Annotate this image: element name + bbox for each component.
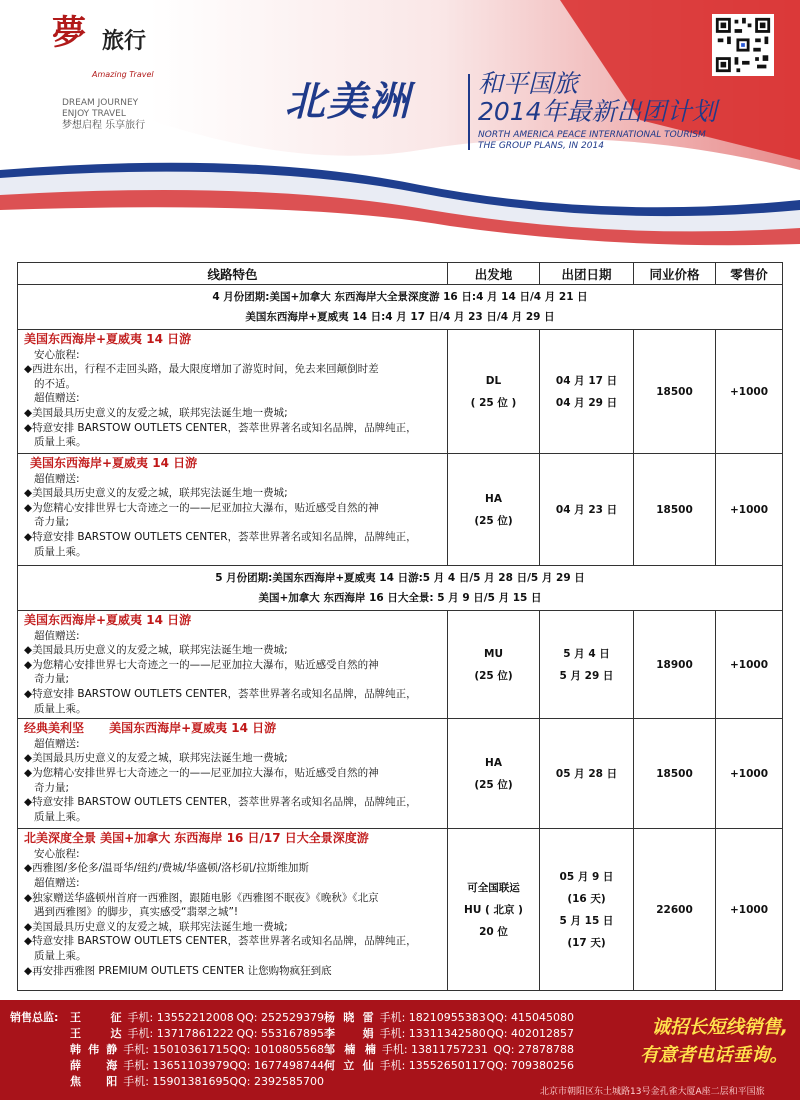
trade-price: 22600 bbox=[634, 829, 716, 991]
contact-phone: 手机: 13552212008 bbox=[127, 1011, 234, 1024]
table-row bbox=[18, 454, 783, 566]
table-row bbox=[18, 611, 783, 719]
address: 北京市朝阳区东土城路13号金孔雀大厦A座二层和平国旅 bbox=[540, 1087, 765, 1097]
departure-cell bbox=[448, 829, 540, 991]
contact-name: 王 达 bbox=[70, 1027, 122, 1040]
duration: (17 天) bbox=[567, 936, 606, 949]
contact-name: 杨晓雷 bbox=[324, 1011, 374, 1024]
departure-date: 04 月 23 日 bbox=[555, 503, 618, 516]
departure-cell bbox=[448, 611, 540, 719]
route-line: ◆特意安排 BARSTOW OUTLETS CENTER，荟萃世界著名或知名品牌，品牌纯正， bbox=[24, 687, 417, 700]
route-line: ◆西雅图/多伦多/温哥华/纽约/费城/华盛顿/洛杉矶/拉斯维加斯 bbox=[24, 862, 309, 875]
contact-phone: 手机: 13311342580 bbox=[379, 1027, 486, 1040]
departure-date: 04 月 17 日 bbox=[555, 374, 618, 387]
logo-brand-en: Amazing Travel bbox=[92, 70, 154, 79]
seats: (25 位) bbox=[474, 669, 513, 682]
table-row bbox=[18, 829, 783, 991]
departure-date: 05 月 28 日 bbox=[555, 767, 618, 780]
header-route: 线路特色 bbox=[18, 263, 448, 285]
contact-row bbox=[10, 1026, 574, 1042]
contact-qq: QQ: 252529379 bbox=[236, 1011, 324, 1024]
date-cell bbox=[540, 611, 634, 719]
departure-cell bbox=[448, 330, 540, 454]
contact-qq: QQ: 1010805568 bbox=[229, 1043, 324, 1056]
title-block bbox=[478, 70, 717, 152]
header-retail-price: 零售价 bbox=[716, 263, 783, 285]
slogan bbox=[62, 98, 145, 131]
title-divider bbox=[468, 74, 470, 150]
header-trade-price: 同业价格 bbox=[634, 263, 716, 285]
contact-row bbox=[10, 1074, 574, 1090]
contact-qq: QQ: 709380256 bbox=[486, 1059, 574, 1072]
departure-note: 可全国联运 bbox=[467, 881, 520, 894]
airline: HA bbox=[485, 492, 502, 505]
route-line: 超值赠送: bbox=[34, 392, 80, 405]
trade-price: 18900 bbox=[634, 611, 716, 719]
route-line: ◆特意安排 BARSTOW OUTLETS CENTER，荟萃世界著名或知名品牌，品牌纯正， bbox=[24, 796, 417, 809]
route-desc bbox=[18, 454, 448, 566]
route-line: 的不适。 bbox=[34, 377, 76, 390]
route-line: ◆再安排西雅图 PREMIUM OUTLETS CENTER 让您购物疯狂到底 bbox=[24, 964, 332, 977]
route-desc bbox=[18, 829, 448, 991]
group-april-line-2: 美国东西海岸+夏威夷 14 日:4 月 17 日/4 月 23 日/4 月 29 日 bbox=[245, 311, 555, 323]
departure-date: 04 月 29 日 bbox=[555, 396, 618, 409]
route-desc bbox=[18, 330, 448, 454]
route-line: 奇力量; bbox=[34, 781, 70, 794]
logo-brand: 旅行 bbox=[102, 29, 147, 54]
date-cell bbox=[540, 829, 634, 991]
route-line: ◆特意安排 BARSTOW OUTLETS CENTER，荟萃世界著名或知名品牌，品牌纯正， bbox=[24, 421, 417, 434]
poster-header bbox=[0, 0, 800, 250]
contact-phone: 手机: 13811757231 bbox=[381, 1043, 489, 1056]
contact-phone: 手机: 13651103979 bbox=[123, 1059, 230, 1072]
seats: (25 位) bbox=[474, 778, 513, 791]
date-cell bbox=[540, 454, 634, 566]
route-title: 经典美利坚 美国东西海岸+夏威夷 14 日游 bbox=[24, 721, 277, 736]
route-line: ◆美国最具历史意义的友爱之城，联邦宪法诞生地一费城; bbox=[24, 644, 288, 657]
departure-cell bbox=[448, 719, 540, 829]
contact-name: 焦 阳 bbox=[70, 1075, 118, 1088]
contact-qq: QQ: 1677498744 bbox=[229, 1059, 324, 1072]
route-line: ◆美国最具历史意义的友爱之城，联邦宪法诞生地一费城; bbox=[24, 406, 288, 419]
header-date: 出团日期 bbox=[540, 263, 634, 285]
contact-row bbox=[10, 1058, 574, 1074]
contact-qq: QQ: 2392585700 bbox=[229, 1075, 324, 1088]
contact-qq: QQ: 415045080 bbox=[486, 1011, 574, 1024]
group-april-line-1: 4 月份团期:美国+加拿大 东西海岸大全景深度游 16 日:4 月 14 日/4 月 21 日 bbox=[212, 291, 588, 303]
table-header-row bbox=[18, 263, 783, 285]
trade-price: 18500 bbox=[634, 330, 716, 454]
contact-name: 邹楠楠 bbox=[324, 1043, 376, 1056]
qr-code-icon bbox=[712, 14, 774, 76]
airline: HU ( 北京 ) bbox=[464, 903, 523, 916]
recruitment-notice bbox=[640, 1014, 788, 1070]
route-line: 质量上乘。 bbox=[34, 810, 87, 823]
slogan-cn: 梦想启程 乐享旅行 bbox=[62, 120, 146, 131]
retail-price: +1000 bbox=[716, 611, 783, 719]
route-line: ◆为您精心安排世界七大奇迹之一的——尼亚加拉大瀑布，贴近感受自然的神 bbox=[24, 501, 379, 514]
route-desc bbox=[18, 611, 448, 719]
route-line: 安心旅程: bbox=[34, 348, 80, 361]
contact-phone: 手机: 15901381695 bbox=[123, 1075, 230, 1088]
route-title: 美国东西海岸+夏威夷 14 日游 bbox=[24, 613, 192, 627]
route-line: ◆特意安排 BARSTOW OUTLETS CENTER，荟萃世界著名或知名品牌，品牌纯正， bbox=[24, 935, 417, 948]
contact-qq: QQ: 402012857 bbox=[486, 1027, 574, 1040]
retail-price: +1000 bbox=[716, 454, 783, 566]
route-line: ◆独家赠送华盛顿州首府一西雅图，跟随电影《西雅图不眠夜》《晚秋》《北京 bbox=[24, 891, 379, 904]
departure-date: 5 月 29 日 bbox=[559, 669, 614, 682]
route-line: 质量上乘。 bbox=[34, 949, 87, 962]
route-line: ◆特意安排 BARSTOW OUTLETS CENTER，荟萃世界著名或知名品牌，品牌纯正， bbox=[24, 530, 417, 543]
seats: (25 位) bbox=[474, 514, 513, 527]
contact-name: 韩伟静 bbox=[70, 1043, 118, 1056]
retail-price: +1000 bbox=[716, 330, 783, 454]
header-departure: 出发地 bbox=[448, 263, 540, 285]
contact-qq: QQ: 553167895 bbox=[236, 1027, 324, 1040]
seats: 20 位 bbox=[479, 925, 508, 938]
group-may bbox=[18, 566, 783, 611]
slogan-en-1: DREAM JOURNEY bbox=[62, 98, 139, 108]
route-line: 质量上乘。 bbox=[34, 702, 87, 715]
route-line: ◆美国最具历史意义的友爱之城，联邦宪法诞生地一费城; bbox=[24, 920, 288, 933]
table-row bbox=[18, 719, 783, 829]
title-plan: 2014年最新出团计划 bbox=[478, 97, 717, 126]
date-cell bbox=[540, 330, 634, 454]
route-line: 超值赠送: bbox=[34, 472, 80, 485]
contact-footer bbox=[0, 1000, 800, 1100]
date-cell bbox=[540, 719, 634, 829]
contact-phone: 手机: 13717861222 bbox=[127, 1027, 234, 1040]
route-line: 奇力量; bbox=[34, 516, 70, 529]
airline: DL bbox=[485, 374, 502, 387]
contact-name: 何立仙 bbox=[324, 1059, 374, 1072]
recruit-line-2: 有意者电话垂询。 bbox=[640, 1045, 789, 1066]
contact-name: 薛 海 bbox=[70, 1059, 118, 1072]
table-row bbox=[18, 330, 783, 454]
route-line: ◆为您精心安排世界七大奇迹之一的——尼亚加拉大瀑布，贴近感受自然的神 bbox=[24, 766, 379, 779]
route-line: ◆美国最具历史意义的友爱之城，联邦宪法诞生地一费城; bbox=[24, 487, 288, 500]
seats: ( 25 位 ) bbox=[470, 396, 517, 409]
departure-date: 5 月 15 日 bbox=[559, 914, 614, 927]
logo-mark: 夢 bbox=[52, 13, 86, 53]
retail-price: +1000 bbox=[716, 829, 783, 991]
group-may-line-2: 美国+加拿大 东西海岸 16 日大全景: 5 月 9 日/5 月 15 日 bbox=[258, 592, 542, 604]
contact-phone: 手机: 13552650117 bbox=[379, 1059, 486, 1072]
route-line: 遇到西雅图》的脚步，真实感受“翡翠之城”! bbox=[34, 906, 239, 919]
contact-name: 李 娟 bbox=[324, 1027, 374, 1040]
title-en-1: NORTH AMERICA PEACE INTERNATIONAL TOURISM bbox=[478, 130, 706, 140]
trade-price: 18500 bbox=[634, 454, 716, 566]
contact-name: 王 征 bbox=[70, 1011, 122, 1024]
contact-row bbox=[10, 1010, 574, 1026]
tour-plan-table bbox=[17, 262, 783, 991]
route-line: 超值赠送: bbox=[34, 629, 80, 642]
route-line: 超值赠送: bbox=[34, 737, 80, 750]
departure-date: 5 月 4 日 bbox=[563, 647, 610, 660]
departure-date: 05 月 9 日 bbox=[559, 870, 614, 883]
route-line: ◆美国最具历史意义的友爱之城，联邦宪法诞生地一费城; bbox=[24, 752, 288, 765]
contact-phone: 手机: 15010361715 bbox=[123, 1043, 230, 1056]
sales-director-label: 销售总监: bbox=[10, 1011, 59, 1024]
route-line: 质量上乘。 bbox=[34, 436, 87, 449]
group-april bbox=[18, 285, 783, 330]
slogan-en-2: ENJOY TRAVEL bbox=[62, 109, 126, 119]
airline: MU bbox=[484, 647, 503, 660]
route-line: 超值赠送: bbox=[34, 876, 80, 889]
departure-cell bbox=[448, 454, 540, 566]
retail-price: +1000 bbox=[716, 719, 783, 829]
route-line: 质量上乘。 bbox=[34, 545, 87, 558]
route-title: 美国东西海岸+夏威夷 14 日游 bbox=[24, 332, 192, 346]
title-agency: 和平国旅 bbox=[478, 69, 579, 98]
contact-qq: QQ: 27878788 bbox=[493, 1043, 574, 1056]
trade-price: 18500 bbox=[634, 719, 716, 829]
route-line: ◆为您精心安排世界七大奇迹之一的——尼亚加拉大瀑布，贴近感受自然的神 bbox=[24, 658, 379, 671]
recruit-line-1: 诚招长短线销售, bbox=[651, 1017, 789, 1038]
route-title: 北美深度全景 美国+加拿大 东西海岸 16 日/17 日大全景深度游 bbox=[24, 831, 369, 846]
title-main: 北美洲 bbox=[285, 79, 411, 125]
contact-phone: 手机: 18210955383 bbox=[379, 1011, 486, 1024]
airline: HA bbox=[485, 756, 502, 769]
route-line: ◆西进东出，行程不走回头路，最大限度增加了游览时间，免去来回颠倒时差 bbox=[24, 363, 379, 376]
logo bbox=[52, 13, 172, 79]
route-line: 安心旅程: bbox=[34, 847, 80, 860]
route-desc bbox=[18, 719, 448, 829]
duration: (16 天) bbox=[567, 892, 606, 905]
route-line: 奇力量; bbox=[34, 673, 70, 686]
route-title: 美国东西海岸+夏威夷 14 日游 bbox=[30, 456, 198, 470]
contact-row bbox=[10, 1042, 574, 1058]
group-may-line-1: 5 月份团期:美国东西海岸+夏威夷 14 日游:5 月 4 日/5 月 28 日/5 月 29 日 bbox=[215, 572, 585, 584]
title-en-2: THE GROUP PLANS, IN 2014 bbox=[478, 141, 604, 151]
contact-list bbox=[10, 1010, 574, 1090]
